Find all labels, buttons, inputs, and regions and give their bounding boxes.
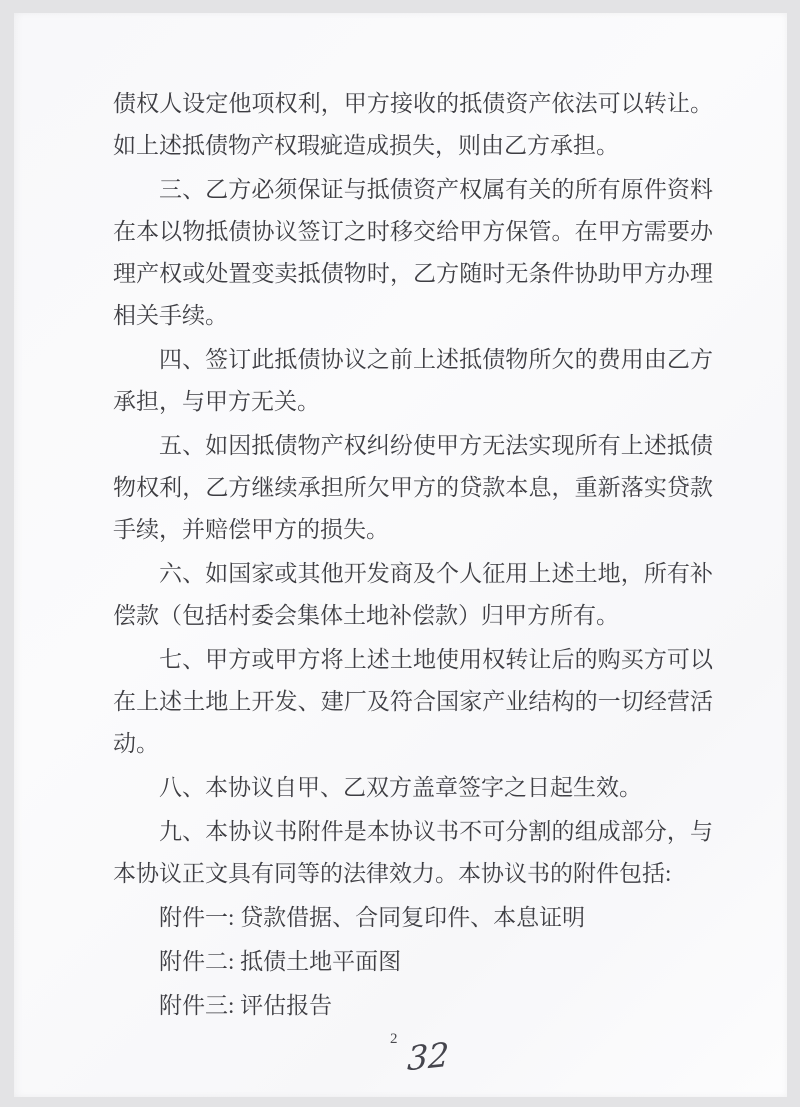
clause-5-paragraph: 五、如因抵债物产权纠纷使甲方无法实现所有上述抵债物权利，乙方继续承担所欠甲方的贷款本息，重新落实贷款手续，并赔偿甲方的损失。 bbox=[113, 433, 713, 542]
clause-4-paragraph: 四、签订此抵债协议之前上述抵债物所欠的费用由乙方承担，与甲方无关。 bbox=[113, 347, 713, 414]
clause-6-paragraph: 六、如国家或其他开发商及个人征用上述土地，所有补偿款（包括村委会集体土地补偿款）归甲方所有。 bbox=[113, 561, 713, 628]
attachment-3-line: 附件三: 评估报告 bbox=[159, 993, 333, 1018]
contract-body-text bbox=[113, 83, 713, 1029]
clause-7-paragraph: 七、甲方或甲方将上述土地使用权转让后的购买方可以在上述土地上开发、建厂及符合国家产业结构的一切经营活动。 bbox=[113, 647, 713, 756]
clause-continuation-paragraph: 债权人设定他项权利，甲方接收的抵债资产依法可以转让。如上述抵债物产权瑕疵造成损失，则由乙方承担。 bbox=[113, 91, 713, 158]
clause-8-paragraph: 八、本协议自甲、乙双方盖章签字之日起生效。 bbox=[159, 775, 642, 800]
attachment-1-line: 附件一: 贷款借据、合同复印件、本息证明 bbox=[159, 905, 586, 930]
clause-9-paragraph: 九、本协议书附件是本协议书不可分割的组成部分，与本协议正文具有同等的法律效力。本协议书的附件包括: bbox=[113, 819, 713, 886]
handwritten-page-number: 32 bbox=[406, 1034, 450, 1079]
attachment-2-line: 附件二: 抵债土地平面图 bbox=[159, 949, 402, 974]
printed-page-number: 2 bbox=[390, 1031, 398, 1047]
clause-3-paragraph: 三、乙方必须保证与抵债资产权属有关的所有原件资料在本以物抵债协议签订之时移交给甲方保管。在甲方需要办理产权或处置变卖抵债物时，乙方随时无条件协助甲方办理相关手续。 bbox=[113, 177, 713, 328]
document-page bbox=[14, 13, 787, 1097]
